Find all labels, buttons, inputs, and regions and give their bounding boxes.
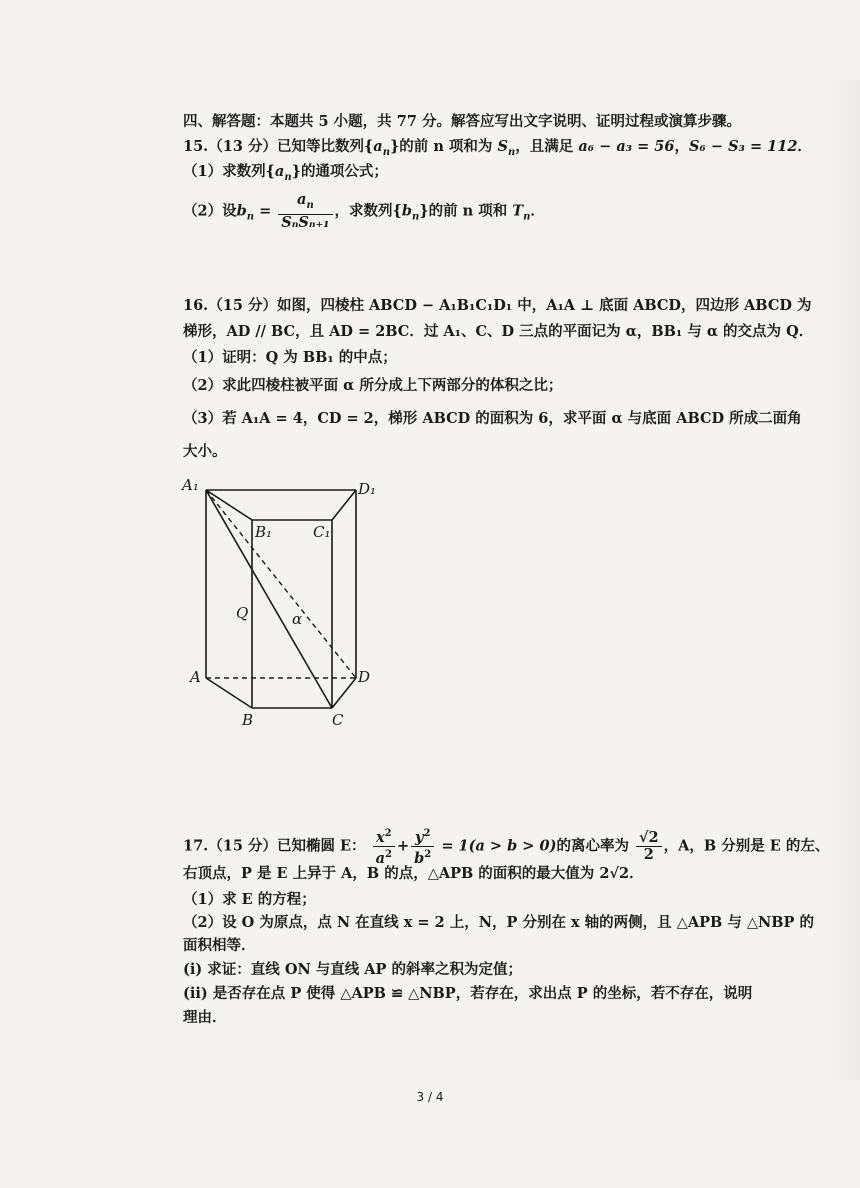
label-a: A bbox=[190, 668, 201, 686]
q16-part3: （3）若 A₁A = 4，CD = 2，梯形 ABCD 的面积为 6，求平面 α 与底面 ABCD 所成二面角 bbox=[183, 410, 802, 427]
label-a1: A₁ bbox=[182, 476, 199, 494]
edge-ab bbox=[206, 678, 252, 708]
label-d: D bbox=[358, 668, 371, 686]
q17-stem: 17.（15 分）已知椭圆 E： $\frac{x^2}{a^2}$ + $\frac{y^2}{b^2}$ = 1(a > b > 0)的离心率为 $\frac{√2}{2}$ ，A，B 分别是 E 的左、 bbox=[183, 828, 830, 867]
q17-part2-i: (ⅰ) 求证：直线 ON 与直线 AP 的斜率之积为定值； bbox=[183, 961, 523, 978]
label-b1: B₁ bbox=[255, 523, 273, 541]
edge-cd bbox=[332, 678, 356, 708]
label-c1: C₁ bbox=[313, 523, 331, 541]
q16-line1: 16.（15 分）如图，四棱柱 ABCD − A₁B₁C₁D₁ 中，A₁A ⊥ 底面 ABCD，四边形 ABCD 为 bbox=[183, 297, 812, 314]
label-d1: D₁ bbox=[358, 480, 377, 498]
prism-figure bbox=[180, 470, 380, 732]
q15-part2: （2）设$b_n$ = $\frac{a_n}{\text{SₙSₙ₊₁}}$ ，求数列$\{b_n\}$的前 n 项和 $T_n$． bbox=[183, 191, 545, 231]
q17-part1: （1）求 E 的方程； bbox=[183, 891, 316, 908]
edge-a1b1 bbox=[206, 490, 252, 520]
q17-part2-ii: (ⅱ) 是否存在点 P 使得 △APB ≌ △NBP，若存在，求出点 P 的坐标，若不存在，说明 bbox=[183, 985, 753, 1002]
q15-cond1: a₆ − a₃ = 56 bbox=[578, 138, 675, 155]
q16-part3-cont: 大小。 bbox=[183, 443, 227, 460]
q15-fraction: $\frac{a_n}{\text{SₙSₙ₊₁}}$ bbox=[278, 192, 332, 231]
q16-part1: （1）证明：Q 为 BB₁ 的中点； bbox=[183, 349, 397, 366]
section-heading: 四、解答题：本题共 5 小题，共 77 分。解答应写出文字说明、证明过程或演算步骤。 bbox=[183, 113, 741, 130]
label-q: Q bbox=[236, 604, 249, 622]
label-c: C bbox=[332, 711, 344, 729]
q17-part2-cont: 面积相等． bbox=[183, 937, 256, 954]
q15-stem: 15.（13 分）已知等比数列$\{a_n\}$的前 n 项和为 $S_n$，且满足 a₆ − a₃ = 56，S₆ − S₃ = 112． bbox=[183, 138, 812, 158]
q17-part2: （2）设 O 为原点，点 N 在直线 x = 2 上，N，P 分别在 x 轴的两侧，且 △APB 与 △NBP 的 bbox=[183, 914, 815, 931]
q17-line2: 右顶点，P 是 E 上异于 A，B 的点，△APB 的面积的最大值为 2√2． bbox=[183, 865, 644, 882]
label-alpha: α bbox=[292, 610, 303, 628]
bleed-through-shadow bbox=[830, 80, 860, 1080]
q15-cond2: S₆ − S₃ = 112 bbox=[689, 138, 798, 155]
q16-line2: 梯形，AD // BC，且 AD = 2BC．过 A₁、C、D 三点的平面记为 α，BB₁ 与 α 的交点为 Q． bbox=[183, 323, 814, 340]
eccentricity-fraction: $\frac{√2}{2}$ bbox=[636, 830, 662, 863]
edge-c1d1 bbox=[332, 490, 356, 520]
q15-part1: （1）求数列$\{a_n\}$的通项公式； bbox=[183, 163, 388, 183]
label-b: B bbox=[242, 711, 254, 729]
page-number: 3 / 4 bbox=[416, 1090, 444, 1104]
q17-part2-ii-cont: 理由． bbox=[183, 1009, 227, 1026]
q16-part2: （2）求此四棱柱被平面 α 所分成上下两部分的体积之比； bbox=[183, 377, 563, 394]
